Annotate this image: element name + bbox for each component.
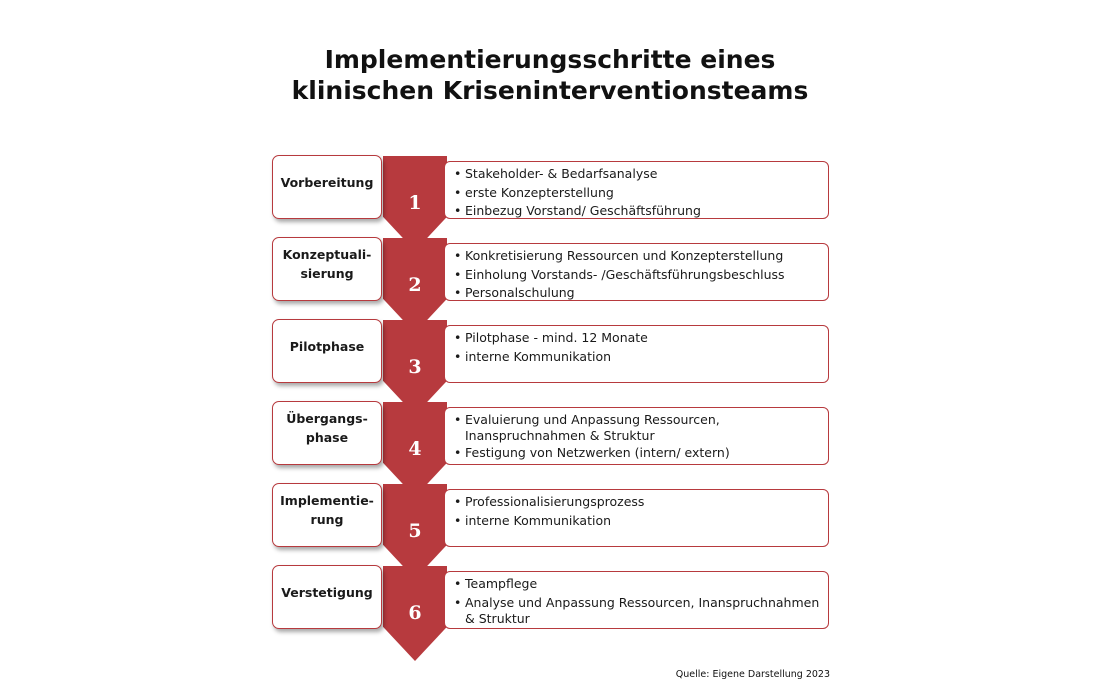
bullet-dot-icon: • [454,412,462,427]
step-number-3: 3 [408,356,422,378]
step-content-box-2 [444,243,829,301]
bullet-dot-icon: • [454,248,462,263]
step-number-5: 5 [408,520,422,542]
bullet-dot-icon: • [454,494,462,509]
step-label: Implementie- rung [280,493,374,527]
step-bullet-item [454,329,824,348]
step-bullet-item [454,247,824,266]
step-label: Vorbereitung [280,174,374,190]
step-label-box-2 [272,237,382,301]
step-bullet-text: Stakeholder- & Bedarfsanalyse [465,166,658,181]
step-label-box-5 [272,483,382,547]
step-bullet-text: Analyse und Anpassung Ressourcen, Inanspruchnahmen & Struktur [465,594,820,626]
step-label: Pilotphase [289,338,365,354]
bullet-dot-icon: • [454,445,462,460]
step-bullet-item [454,594,824,627]
step-label-box-3 [272,319,382,383]
step-content-box-3 [444,325,829,383]
title-line-2: klinischen Kriseninterventionsteams [291,76,809,105]
step-number-6: 6 [408,602,422,624]
step-bullet-text: Festigung von Netzwerken (intern/ extern) [465,445,730,460]
step-bullet-text: interne Kommunikation [465,348,612,364]
step-bullet-text: Pilotphase - mind. 12 Monate [465,330,648,345]
step-number-1: 1 [408,192,422,214]
step-bullet-text: Professionalisierungsprozess [465,494,645,509]
step-label: Verstetigung [281,584,373,600]
bullet-dot-icon: • [454,266,462,282]
step-content-box-5 [444,489,829,547]
step-bullet-item [454,348,824,367]
step-bullet-item [454,266,824,285]
step-number-2: 2 [408,274,422,296]
step-content-box-6 [444,571,829,629]
step-bullet-text: Einholung Vorstands- /Geschäftsführungsbeschluss [465,266,785,282]
step-bullet-text: Einbezug Vorstand/ Geschäftsführung [465,203,701,218]
step-label-box-1 [272,155,382,219]
step-bullet-text: erste Konzepterstellung [465,184,614,200]
step-bullet-item [454,184,824,203]
step-bullet-item [454,202,824,221]
bullet-dot-icon: • [454,330,462,345]
source-note: Quelle: Eigene Darstellung 2023 [675,669,830,680]
step-bullet-item [454,411,824,444]
step-bullet-item [454,493,824,512]
bullet-dot-icon: • [454,576,462,591]
step-label: Konzeptuali- sierung [282,247,372,281]
step-bullet-item [454,284,824,303]
step-label: Übergangs- phase [286,411,368,445]
step-label-box-4 [272,401,382,465]
step-content-box-4 [444,407,829,465]
bullet-dot-icon: • [454,166,462,181]
step-bullet-item [454,512,824,531]
step-bullet-text: Personalschulung [465,285,575,300]
step-bullet-item [454,575,824,594]
step-bullet-text: interne Kommunikation [465,512,612,528]
step-bullet-text: Konkretisierung Ressourcen und Konzepterstellung [465,248,784,263]
step-bullet-text: Teampflege [465,576,538,591]
bullet-dot-icon: • [454,285,462,300]
title-line-1: Implementierungsschritte eines [324,45,776,74]
step-bullet-item [454,444,824,463]
step-bullet-item [454,165,824,184]
bullet-dot-icon: • [454,512,462,528]
step-number-4: 4 [408,438,422,460]
bullet-dot-icon: • [454,348,462,364]
step-content-box-1 [444,161,829,219]
step-label-box-6 [272,565,382,629]
bullet-dot-icon: • [454,184,462,200]
step-bullet-text: Evaluierung und Anpassung Ressourcen, Inanspruchnahmen & Struktur [465,412,720,443]
bullet-dot-icon: • [454,594,462,610]
bullet-dot-icon: • [454,203,462,218]
